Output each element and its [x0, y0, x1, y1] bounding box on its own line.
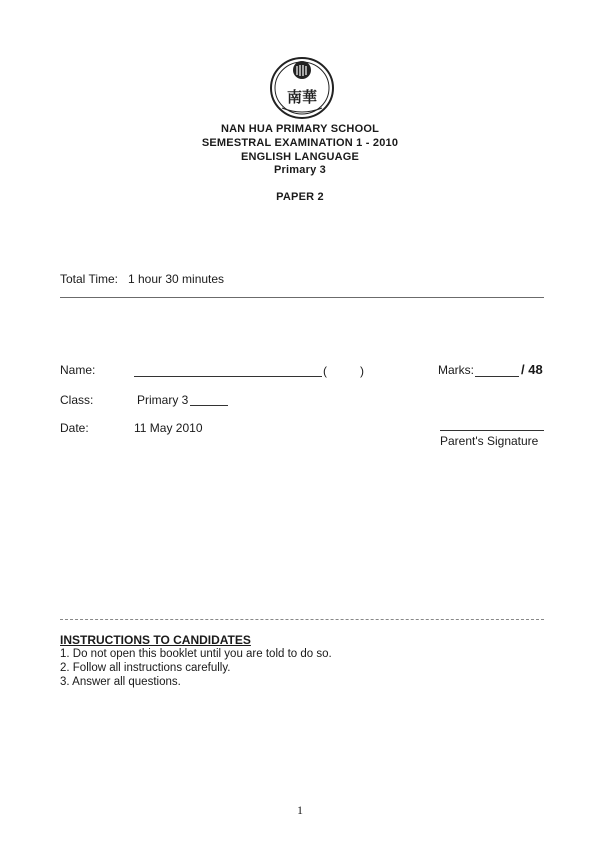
- signature-line: [440, 430, 544, 431]
- paper-title: PAPER 2: [276, 191, 324, 203]
- class-value: Primary 3: [137, 393, 189, 407]
- class-label: Class:: [60, 393, 94, 407]
- school-name: NAN HUA PRIMARY SCHOOL: [221, 123, 379, 135]
- instruction-item: 2. Follow all instructions carefully.: [60, 662, 231, 674]
- level-title: Primary 3: [274, 164, 326, 176]
- class-line: [190, 405, 228, 406]
- name-label: Name:: [60, 363, 96, 377]
- subject-title: ENGLISH LANGUAGE: [240, 151, 360, 163]
- class-index-paren-open: (: [323, 364, 327, 378]
- signature-label: Parent's Signature: [440, 434, 539, 448]
- exam-title: SEMESTRAL EXAMINATION 1 - 2010: [201, 137, 399, 149]
- date-value: 11 May 2010: [134, 421, 203, 435]
- page-number: 1: [297, 803, 303, 817]
- class-index-paren-close: ): [360, 364, 364, 378]
- divider: [60, 297, 544, 298]
- school-crest-icon: [268, 52, 336, 120]
- date-label: Date:: [60, 421, 89, 435]
- marks-label: Marks:: [438, 363, 474, 377]
- marks-line: [475, 376, 519, 377]
- marks-total: / 48: [521, 362, 543, 377]
- instruction-item: 1. Do not open this booklet until you are told to do so.: [60, 648, 332, 660]
- instructions-title: INSTRUCTIONS TO CANDIDATES: [60, 633, 251, 647]
- logo-text: 南華: [286, 88, 318, 106]
- total-time-label: Total Time:: [60, 272, 119, 286]
- total-time-value: 1 hour 30 minutes: [128, 272, 225, 286]
- name-line: [134, 376, 322, 377]
- school-logo: [268, 52, 336, 120]
- instruction-item: 3. Answer all questions.: [60, 676, 181, 688]
- lower-divider: [60, 619, 544, 620]
